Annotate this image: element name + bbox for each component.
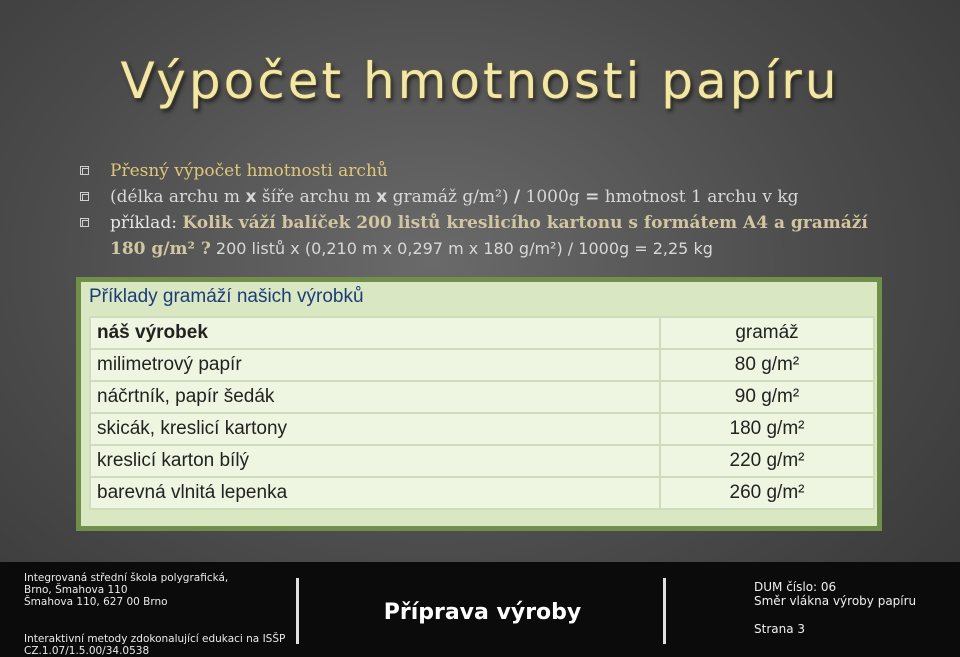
example-question: Kolik váží balíček 200 listů kreslicího kartonu s formátem A4 a gramáží 180 g/m² ? — [110, 213, 868, 259]
bullet-item — [80, 158, 900, 184]
table-row: barevná vlnitá lepenka 260 g/m² — [90, 477, 874, 509]
bullet-item: (délka archu m x šíře archu m x gramáž g/m²) / 1000g = hmotnost 1 archu v kg — [80, 184, 900, 210]
bullet-icon — [80, 192, 89, 201]
table-row: kreslicí karton bílý 220 g/m² — [90, 445, 874, 477]
slide-title: Výpočet hmotnosti papíru — [120, 52, 840, 110]
dum-info: DUM číslo: 06 Směr vlákna výroby papíru Strana 3 — [754, 580, 917, 636]
footer-bar — [0, 562, 960, 657]
bullet-item — [80, 210, 900, 262]
school-info: Integrovaná střední škola polygrafická, Brno, Šmahova 110 Šmahova 110, 627 00 Brno — [24, 572, 229, 608]
bullet-icon — [80, 218, 89, 227]
table-title: Příklady gramáží našich výrobků — [89, 286, 364, 307]
project-info: Interaktivní metody zdokonalující edukaci na ISŠP CZ.1.07/1.5.00/34.0538 — [24, 633, 286, 657]
divider — [296, 578, 299, 644]
table-row: skicák, kreslicí kartony 180 g/m² — [90, 413, 874, 445]
bullet-lead: příklad: — [110, 213, 183, 233]
bullet-list — [80, 158, 900, 262]
table-row: milimetrový papír 80 g/m² — [90, 349, 874, 381]
header-product: náš výrobek — [90, 317, 660, 349]
grammage-table-panel — [76, 277, 882, 531]
bullet-icon — [80, 166, 89, 175]
grammage-table — [89, 316, 875, 510]
footer-subject: Příprava výroby — [383, 600, 582, 625]
table-header-row — [90, 317, 874, 349]
divider — [663, 578, 666, 644]
table-row: náčrtník, papír šedák 90 g/m² — [90, 381, 874, 413]
header-grammage: gramáž — [660, 317, 874, 349]
page-number: Strana 3 — [754, 622, 806, 636]
bullet-text: (délka archu m — [110, 187, 246, 207]
example-calculation: 200 listů x (0,210 m x 0,297 m x 180 g/m²) / 1000g = 2,25 kg — [210, 239, 713, 258]
bullet-text: Přesný výpočet hmotnosti archů — [110, 161, 388, 181]
